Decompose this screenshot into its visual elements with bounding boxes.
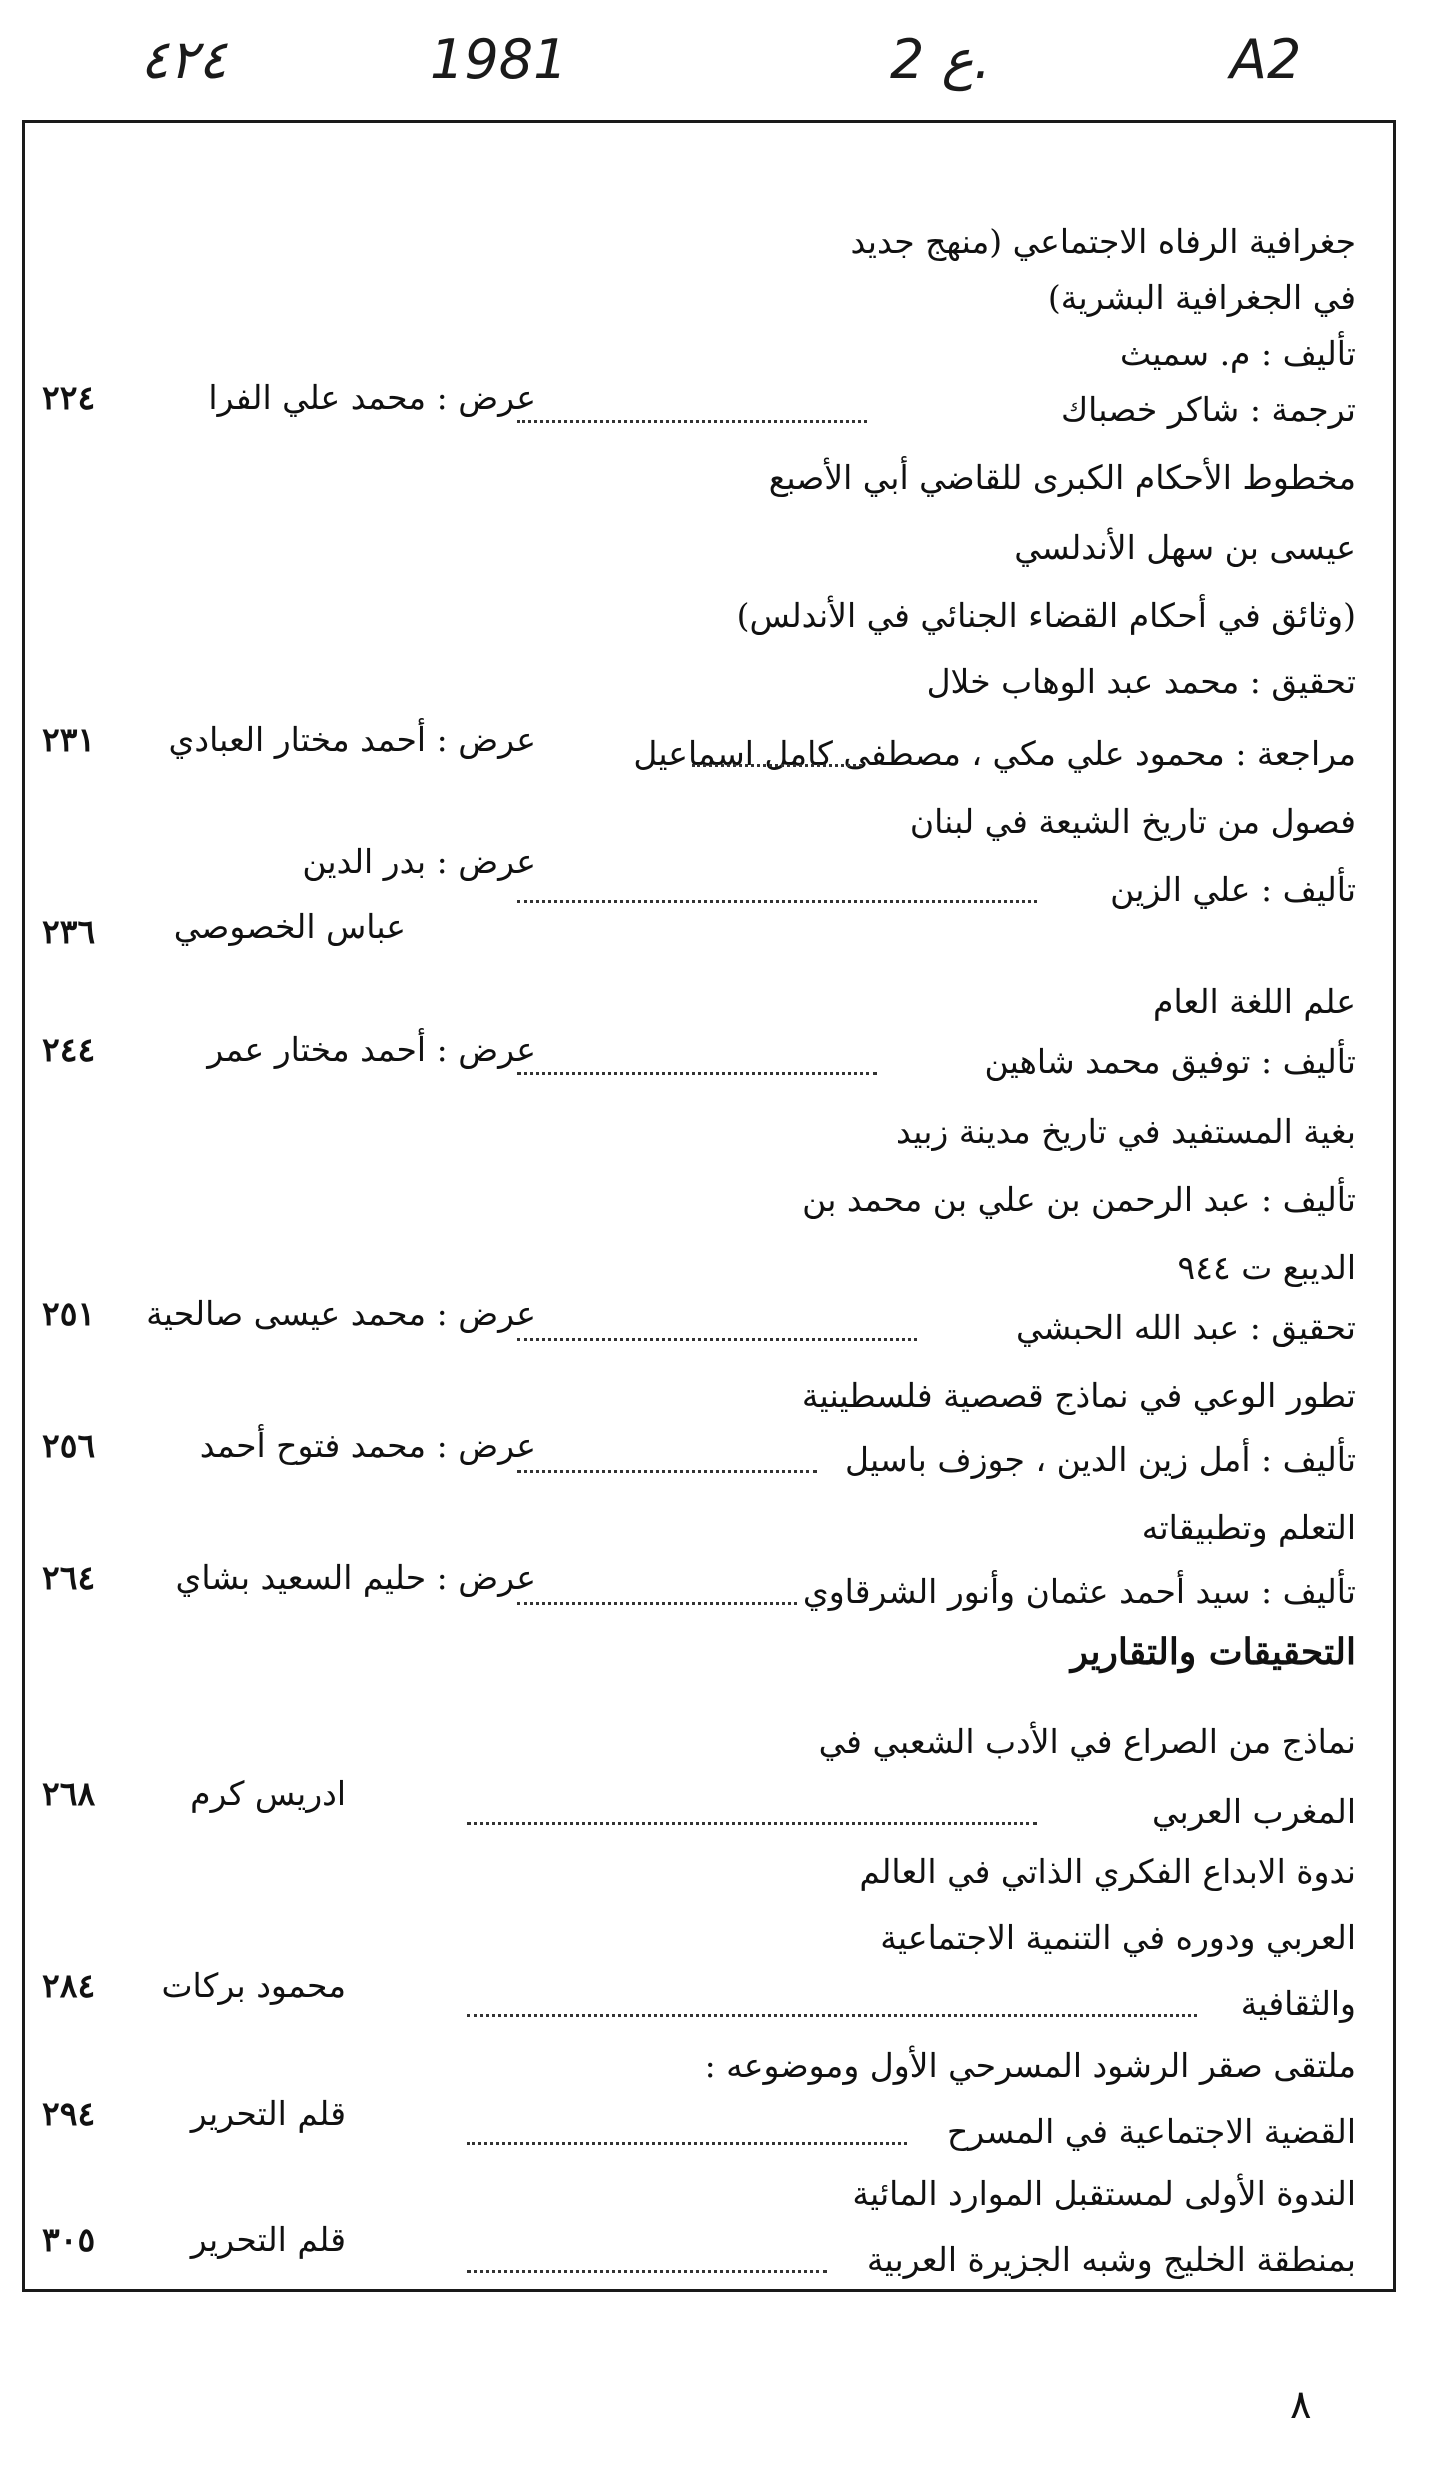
page-number: ٨ [1290,2382,1312,2428]
table-of-contents [22,120,1396,2292]
entry-6-line-1: تطور الوعي في نماذج قصصية فلسطينية [801,1376,1356,1415]
entry-5-line-4: تحقيق : عبد الله الحبشي [1016,1308,1356,1347]
entry-6-reviewer: عرض : محمد فتوح أحمد [199,1426,536,1465]
report-2-line-2: العربي ودوره في التنمية الاجتماعية [880,1918,1356,1957]
leader-dots [517,1072,877,1079]
handwritten-note-1: A2 [1230,28,1302,91]
entry-5-page: ٢٥١ [42,1294,96,1333]
entry-6-line-2: تأليف : أمل زين الدين ، جوزف باسيل [845,1440,1356,1479]
entry-5-reviewer: عرض : محمد عيسى صالحية [146,1294,536,1333]
report-2-page: ٢٨٤ [42,1966,96,2005]
entry-6-page: ٢٥٦ [42,1426,96,1465]
entry-4-line-2: تأليف : توفيق محمد شاهين [984,1042,1356,1081]
entry-1-reviewer: عرض : محمد علي الفرا [208,378,536,417]
entry-2-line-1: مخطوط الأحكام الكبرى للقاضي أبي الأصبع [768,458,1356,497]
entry-7-page: ٢٦٤ [42,1558,96,1597]
entry-1-line-3: تأليف : م. سميث [1119,334,1356,373]
leader-dots [517,900,1037,907]
report-4-author: قلم التحرير [190,2220,346,2259]
entry-7-reviewer: عرض : حليم السعيد بشاي [175,1558,536,1597]
report-4-line-2: بمنطقة الخليج وشبه الجزيرة العربية [866,2240,1356,2279]
leader-dots [467,2142,907,2149]
entry-5-line-1: بغية المستفيد في تاريخ مدينة زبيد [895,1112,1356,1151]
leader-dots [467,2014,1197,2021]
entry-4-reviewer: عرض : أحمد مختار عمر [207,1030,536,1069]
leader-dots [467,1822,1037,1829]
leader-dots [467,2270,827,2277]
entry-7-line-1: التعلم وتطبيقاته [1141,1508,1356,1547]
handwritten-note-3: 1981 [430,28,568,91]
entry-2-reviewer: عرض : أحمد مختار العبادي [168,720,536,759]
handwritten-note-4: ٤٢٤ [140,28,228,91]
section-heading: التحقيقات والتقارير [1070,1631,1356,1673]
entry-3-page: ٢٣٦ [42,912,96,951]
entry-2-line-2: عيسى بن سهل الأندلسي [1014,528,1356,567]
entry-1-line-2: في الجغرافية البشرية) [1047,278,1356,317]
entry-1-line-4: ترجمة : شاكر خصباك [1060,390,1356,429]
report-2-line-3: والثقافية [1240,1984,1356,2023]
report-1-page: ٢٦٨ [42,1774,96,1813]
entry-2-line-3: (وثائق في أحكام القضاء الجنائي في الأندلس) [736,596,1356,635]
leader-dots [517,1338,917,1345]
entry-4-page: ٢٤٤ [42,1030,96,1069]
report-3-page: ٢٩٤ [42,2094,96,2133]
entry-2-line-5: مراجعة : محمود علي مكي ، مصطفى كامل اسماعيل [633,734,1356,773]
report-2-author: محمود بركات [161,1966,346,2005]
report-3-line-1: ملتقى صقر الرشود المسرحي الأول وموضوعه : [704,2046,1356,2085]
leader-dots [517,1602,797,1609]
entry-1-line-1: جغرافية الرفاه الاجتماعي (منهج جديد [850,222,1356,261]
entry-3-line-1: فصول من تاريخ الشيعة في لبنان [909,802,1356,841]
report-1-author: ادريس كرم [190,1774,346,1813]
report-1-line-2: المغرب العربي [1151,1792,1356,1831]
report-1-line-1: نماذج من الصراع في الأدب الشعبي في [818,1722,1356,1761]
entry-7-line-2: تأليف : سيد أحمد عثمان وأنور الشرقاوي [802,1572,1356,1611]
entry-1-page: ٢٢٤ [42,378,96,417]
handwritten-note-2: 2 ع. [890,28,991,91]
report-4-line-1: الندوة الأولى لمستقبل الموارد المائية [852,2174,1356,2213]
report-4-page: ٣٠٥ [42,2220,96,2259]
entry-3-line-2: تأليف : علي الزين [1110,870,1356,909]
report-3-line-2: القضية الاجتماعية في المسرح [946,2112,1356,2151]
entry-2-page: ٢٣١ [42,720,96,759]
leader-dots [517,420,867,427]
leader-dots [517,1470,817,1477]
report-3-author: قلم التحرير [190,2094,346,2133]
entry-3-reviewer-1: عرض : بدر الدين [302,842,536,881]
report-2-line-1: ندوة الابداع الفكري الذاتي في العالم [859,1852,1356,1891]
leader-dots [692,764,862,771]
entry-5-line-2: تأليف : عبد الرحمن بن علي بن محمد بن [802,1180,1356,1219]
entry-5-line-3: الديبع ت ٩٤٤ [1177,1248,1356,1287]
entry-4-line-1: علم اللغة العام [1153,982,1356,1021]
entry-2-line-4: تحقيق : محمد عبد الوهاب خلال [926,662,1356,701]
entry-3-reviewer-2: عباس الخصوصي [173,907,406,946]
